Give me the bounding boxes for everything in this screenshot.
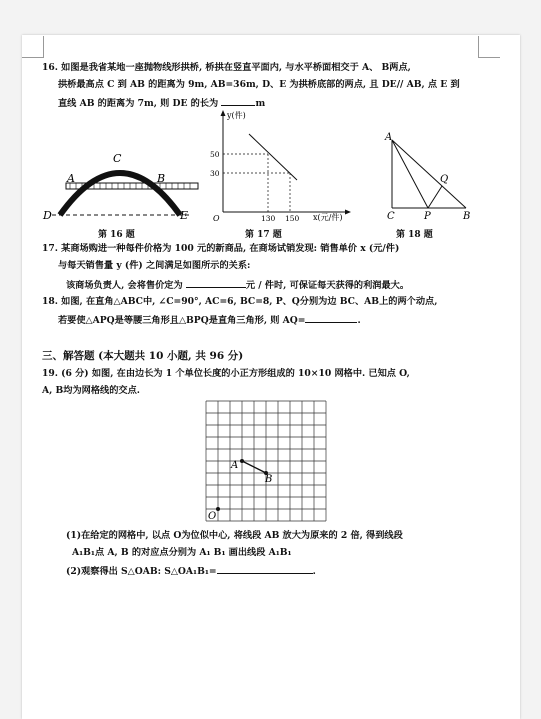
- q18-line2: [58, 313, 361, 326]
- q18-caption: 第 18 题: [396, 230, 433, 240]
- margin-corner-mark: [478, 36, 479, 58]
- q18-line1: 18. 如图, 在直角△ABC中, ∠C=90°, AC=6, BC=8, P、Q分别为边 BC、AB上的两个动点,: [42, 296, 438, 307]
- point-O: [216, 507, 220, 511]
- q17-answer-blank: [186, 278, 246, 288]
- side-AB: [392, 140, 466, 208]
- q18-triangle-figure: [378, 128, 478, 223]
- x-axis-arrow: [345, 210, 351, 215]
- label-D: D: [43, 209, 52, 222]
- q19-sub1-line2: A₁B₁点 A, B 的对应点分别为 A₁ B₁ 画出线段 A₁B₁: [72, 547, 292, 558]
- q17-line1: 17. 某商场购进一种每件价格为 100 元的新商品, 在商场试销发现: 销售单价 x (元/件): [42, 243, 400, 254]
- y-axis-label: y(件): [227, 111, 246, 120]
- q18-answer-blank: [305, 313, 357, 323]
- q17-line3-tail: 元 / 件时, 可保证每天获得的利润最大。: [245, 280, 410, 291]
- margin-corner-mark: [43, 36, 44, 58]
- margin-corner-mark: [22, 57, 44, 58]
- q17-line3-text: 该商场负责人, 会将售价定为: [66, 280, 183, 291]
- origin-label: O: [213, 214, 220, 223]
- q17-caption: 第 17 题: [245, 230, 282, 240]
- section-heading: 三、解答题 (本大题共 10 小题, 共 96 分): [42, 350, 244, 362]
- q19-line1: 19. (6 分) 如图, 在由边长为 1 个单位长度的小正方形组成的 10×10 网格中. 已知点 O,: [42, 368, 410, 379]
- x-tick-130: 130: [261, 214, 276, 223]
- label-A: A: [67, 172, 75, 185]
- q16-line2: 拱桥最高点 C 到 AB 的距离为 9m, AB=36m, D、E 为拱桥底部的两点, 且 DE// AB, 点 E 到: [58, 79, 460, 90]
- label-P: P: [424, 211, 431, 222]
- y-tick-50: 50: [210, 150, 220, 159]
- y-tick-30: 30: [210, 169, 220, 178]
- q19-sub2-text: (2)观察得出 S△OAB: S△OA₁B₁=: [66, 566, 217, 577]
- segment-PQ: [428, 186, 442, 208]
- q19-answer-blank: [217, 564, 313, 574]
- q16-unit: m: [255, 98, 266, 109]
- q18-line2-text: 若要使△APQ是等腰三角形且△BPQ是直角三角形, 则 AQ=: [58, 315, 306, 326]
- x-axis-label: x(元/件): [313, 213, 343, 222]
- q16-caption: 第 16 题: [98, 230, 135, 240]
- label-O: O: [208, 511, 217, 522]
- q17-line3: [66, 278, 409, 291]
- q16-answer-blank: [221, 96, 255, 106]
- q16-line3-text: 直线 AB 的距离为 7m, 则 DE 的长为: [58, 98, 219, 109]
- q17-line2: 与每天销售量 y (件) 之间满足如图所示的关系:: [58, 260, 251, 271]
- margin-corner-mark: [478, 57, 500, 58]
- label-A: A: [385, 132, 393, 143]
- label-E: E: [180, 209, 189, 222]
- label-B: B: [157, 172, 166, 185]
- q19-sub2: [66, 564, 316, 577]
- q19-sub2-tail: .: [312, 566, 316, 577]
- q19-sub1-line1: (1)在给定的网格中, 以点 O为位似中心, 将线段 AB 放大为原来的 2 倍, 得到线段: [66, 530, 403, 541]
- q17-graph: [205, 108, 355, 224]
- point-A: [240, 459, 244, 463]
- grid-lines: [206, 401, 326, 521]
- q19-grid-figure: [196, 398, 332, 526]
- q16-line1: 16. 如图是我省某地一座抛物线形拱桥, 桥拱在竖直平面内, 与水平桥面相交于 A、 B两点,: [42, 62, 411, 73]
- label-C: C: [387, 211, 395, 222]
- segment-AP: [392, 140, 428, 208]
- y-axis-arrow: [221, 110, 226, 116]
- q19-line2: A, B均为网格线的交点.: [42, 385, 140, 396]
- label-B: B: [265, 474, 273, 485]
- label-Q: Q: [440, 174, 449, 185]
- label-C: C: [113, 152, 122, 165]
- q18-line2-tail: .: [357, 315, 361, 326]
- bridge-figure: [40, 145, 200, 225]
- label-A: A: [231, 460, 239, 471]
- x-tick-150: 150: [285, 214, 300, 223]
- label-B: B: [463, 211, 471, 222]
